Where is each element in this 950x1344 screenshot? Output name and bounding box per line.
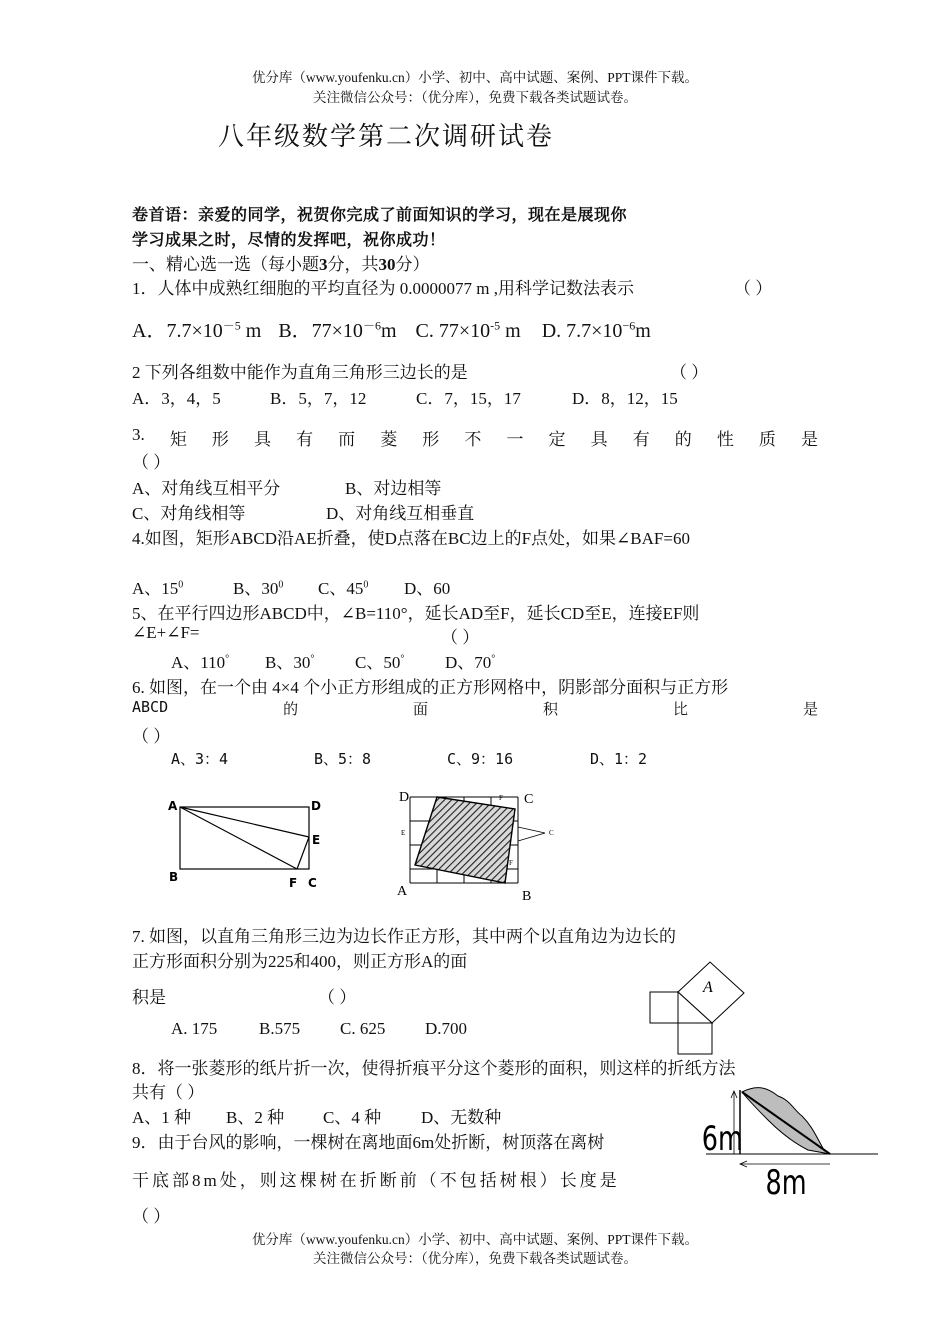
q6-option-c[interactable]: C、9：16 [447, 750, 514, 768]
fig7-square-left [650, 992, 678, 1023]
fig4-label-f: F [289, 876, 298, 890]
fig4-rectangle [180, 807, 309, 869]
question-6-text-line-2: ABCD 的 面 积 比 是 [132, 698, 818, 718]
q7-option-c[interactable]: C. 625 [340, 1019, 386, 1038]
q2-option-a[interactable]: A．3，4，5 [132, 389, 221, 408]
question-1-options [132, 314, 651, 343]
fig4-label-b: B [169, 870, 179, 884]
fig9-label-8m: 8m [765, 1163, 807, 1204]
fig4-label-c: C [308, 876, 317, 890]
footer-line-2: 关注微信公众号：（优分库），免费下载各类试题试卷。 [313, 1251, 637, 1266]
fig7-square-bottom [678, 1023, 712, 1054]
figure-q9-tree [698, 1080, 880, 1204]
q6-option-a[interactable]: A、3：4 [171, 750, 229, 768]
q4-option-b[interactable]: B、$30^0$ [233, 579, 284, 598]
q3-option-a[interactable]: A、对角线互相平分 [132, 479, 281, 498]
figure-q7-squares [645, 950, 755, 1055]
fig4-line-af [180, 807, 297, 869]
fig6-label-c2: C [549, 829, 554, 837]
question-6-text-line-1: 6. 如图，在一个由 4×4 个小正方形组成的正方形网格中，阴影部分面积与正方形 [132, 678, 729, 697]
question-7-paren: （ ） [318, 988, 357, 1007]
q5-option-a[interactable]: A、110° [171, 653, 230, 672]
q2-option-b[interactable]: B．5，7，12 [270, 389, 367, 408]
question-8-text-line-2: 共有（ ） [132, 1083, 205, 1102]
q7-option-a[interactable]: A. 175 [171, 1019, 218, 1038]
q7-option-b[interactable]: B.575 [259, 1019, 301, 1038]
q4-option-d[interactable]: D、60 [404, 579, 451, 598]
figure-q4-rectangle [160, 795, 335, 895]
question-5-text-line-1: 5、在平行四边形ABCD中，∠B=110°，延长AD至F，延长CD至E，连接EF则 [132, 604, 700, 623]
intro-line-2: 学习成果之时，尽情的发挥吧，祝你成功！ [132, 230, 446, 249]
fig6-pointer-2 [518, 833, 545, 841]
fig4-fold-line-ae [180, 807, 309, 837]
fig4-label-a: A [168, 799, 178, 813]
intro-line-1: 卷首语：亲爱的同学，祝贺你完成了前面知识的学习，现在是展现你 [132, 205, 628, 224]
fig6-label-d: D [399, 790, 410, 805]
q2-option-d[interactable]: D．8，12，15 [572, 389, 678, 408]
question-7-text-line-1: 7. 如图，以直角三角形三边为边长作正方形，其中两个以直角边为边长的 [132, 927, 676, 946]
q5-option-c[interactable]: C、50° [355, 653, 405, 672]
q3-option-d[interactable]: D、对角线互相垂直 [326, 504, 475, 523]
question-1-text: 1．人体中成熟红细胞的平均直径为 0.0000077 m ,用科学记数法表示 [132, 279, 634, 298]
q8-option-d[interactable]: D、无数种 [421, 1108, 502, 1127]
fig9-label-6m: 6m [701, 1119, 743, 1160]
fig6-label-f2: F [509, 859, 513, 867]
footer-line-1: 优分库（www.youfenku.cn）小学、初中、高中试题、案例、PPT课件下载。 [251, 1232, 699, 1247]
question-4-text: 4.如图，矩形ABCD沿AE折叠，使D点落在BC边上的F点处，如果∠BAF=60 [132, 529, 690, 548]
question-5-paren: （ ） [441, 628, 480, 647]
page-title: 八年级数学第二次调研试卷 [218, 122, 555, 151]
q1-option-c[interactable]: C. $77\times 10^{-5}$ m [415, 318, 521, 342]
question-6-paren: （ ） [132, 727, 171, 746]
q7-option-d[interactable]: D.700 [425, 1019, 468, 1038]
header-line-2: 关注微信公众号：（优分库），免费下载各类试题试卷。 [313, 90, 637, 105]
q4-option-c[interactable]: C、$45^0$ [318, 579, 369, 598]
fig6-label-b: B [522, 889, 532, 904]
question-3-paren: （ ） [132, 453, 171, 472]
question-7-text-line-3: 积是 [132, 988, 166, 1007]
fig6-label-c: C [524, 792, 534, 807]
q5-option-b[interactable]: B、30° [265, 653, 315, 672]
fig6-label-a: A [397, 884, 408, 899]
q4-option-a[interactable]: A、$15^0$ [132, 579, 184, 598]
q1-option-a[interactable]: A．$7.7\times 10^{-5}$ m [132, 318, 262, 342]
question-5-text-line-2: ∠E+∠F= [132, 623, 200, 642]
q1-option-d[interactable]: D. $7.7\times 10^{-6}m$ [541, 318, 651, 342]
question-3-text: 3. 矩 形 具 有 而 菱 形 不 一 定 具 有 的 性 质 是 [132, 425, 818, 449]
question-9-text-line-1: 9．由于台风的影响，一棵树在离地面6m处折断，树顶落在离树 [132, 1133, 605, 1152]
q8-option-c[interactable]: C、4 种 [323, 1108, 382, 1127]
question-1-paren: （ ） [734, 279, 773, 298]
fig6-pointer-1 [518, 827, 545, 833]
fig4-label-d: D [311, 799, 321, 813]
q2-option-c[interactable]: C．7，15，17 [416, 389, 521, 408]
q8-option-a[interactable]: A、1 种 [132, 1108, 192, 1127]
q3-option-c[interactable]: C、对角线相等 [132, 504, 246, 523]
question-8-text-line-1: 8．将一张菱形的纸片折一次，使得折痕平分这个菱形的面积，则这样的折纸方法 [132, 1059, 736, 1078]
fig6-shaded-square [415, 797, 515, 883]
question-2-paren: （ ） [670, 363, 709, 382]
section-1-heading: 一、精心选一选（每小题3分，共30分） [132, 255, 430, 274]
fig7-label-a: A [703, 979, 713, 996]
question-9-text-line-2: 干底部8m处，则这棵树在折断前（不包括树根）长度是 [132, 1171, 620, 1190]
q6-option-d[interactable]: D、1：2 [590, 750, 648, 768]
q3-option-b[interactable]: B、对边相等 [345, 479, 442, 498]
q6-option-b[interactable]: B、5：8 [314, 750, 372, 768]
q1-option-b[interactable]: B．$77\times 10^{-6}m$ [278, 318, 397, 342]
figure-q6-grid [395, 785, 565, 905]
fig4-line-fe [297, 837, 309, 869]
fig6-label-e: E [401, 829, 406, 837]
header-line-1: 优分库（www.youfenku.cn）小学、初中、高中试题、案例、PPT课件下载。 [251, 70, 699, 85]
question-9-paren: （ ） [132, 1207, 171, 1226]
fig6-label-f: F [499, 794, 503, 802]
q5-option-d[interactable]: D、70° [445, 653, 496, 672]
question-7-text-line-2: 正方形面积分别为225和400，则正方形A的面 [132, 952, 468, 971]
fig4-label-e: E [312, 833, 321, 847]
q8-option-b[interactable]: B、2 种 [226, 1108, 285, 1127]
question-2-text: 2 下列各组数中能作为直角三角形三边长的是 [132, 363, 468, 382]
